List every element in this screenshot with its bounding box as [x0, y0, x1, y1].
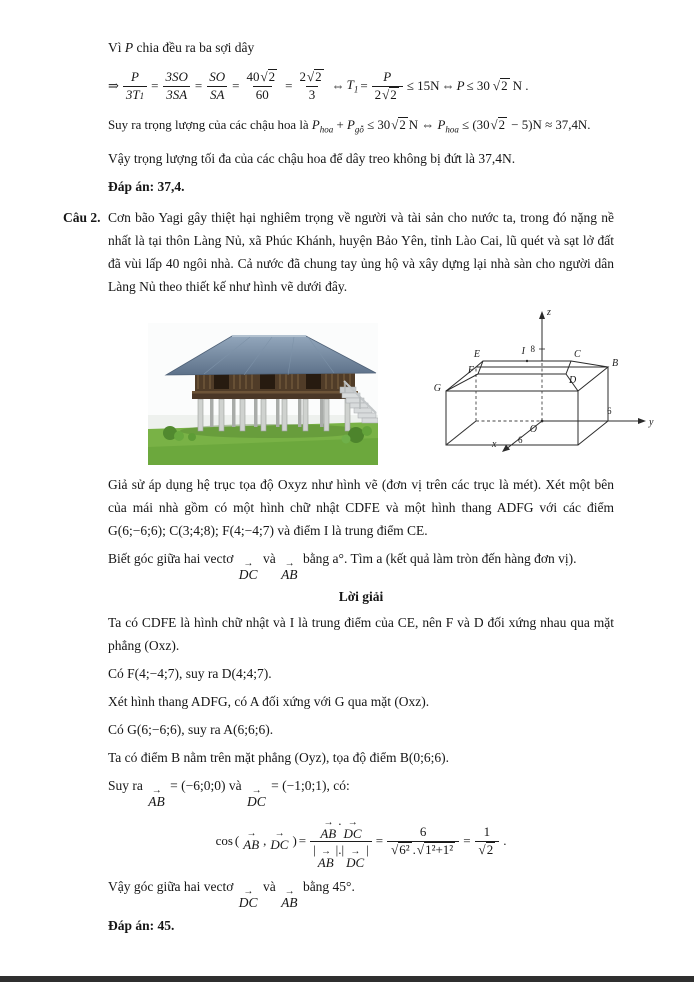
text-segment: = (−1;0;1), có:: [267, 777, 350, 793]
solution-line-5: Ta có điểm B nằm trên mặt phẳng (Oyz), tọa độ điểm B(0;6;6).: [108, 749, 449, 765]
comma-symbol: ,: [263, 833, 267, 849]
iff-symbol: ⇔: [441, 78, 455, 94]
vector-name: DC: [346, 854, 365, 870]
cos-function-name: cos: [215, 833, 233, 849]
period-symbol: .: [503, 833, 507, 849]
fraction: [372, 69, 403, 103]
fraction-denominator: [123, 86, 147, 103]
solution-line-2: Có F(4;−4;7), suy ra D(4;4;7).: [108, 665, 272, 681]
close-paren: ): [292, 833, 297, 849]
math-text: T: [346, 76, 354, 92]
fraction: [475, 824, 500, 858]
sqrt-radical: [391, 842, 412, 858]
sqrt-radicand: 2: [268, 69, 276, 85]
fraction-numerator: 1: [483, 824, 491, 840]
fraction-denominator: 3SA: [163, 86, 190, 103]
sqrt-radicand: 2: [486, 841, 494, 857]
fraction-numerator: P: [383, 69, 392, 85]
point-i-dot: [526, 359, 528, 361]
vector-arrow-icon: →: [243, 886, 253, 898]
tick-z-8: 8: [530, 343, 535, 354]
sqrt-sign: √: [416, 841, 425, 857]
math-text: 2: [299, 69, 306, 85]
vector-name: DC: [270, 837, 289, 853]
bar-symbol: |: [341, 841, 345, 857]
q2-statement: [63, 206, 614, 298]
origin-dot: [541, 419, 544, 422]
fraction-numerator: [243, 69, 281, 85]
document-content: [63, 36, 654, 942]
vector-dc: [343, 816, 362, 841]
implies-symbol: ⇒: [108, 78, 119, 94]
vector-ab: [148, 784, 165, 809]
sqrt-radical: [382, 87, 399, 103]
equals-symbol: =: [285, 78, 293, 94]
sqrt-radical: [260, 69, 277, 85]
vector-name: AB: [243, 837, 260, 853]
vector-name: DC: [343, 825, 362, 841]
q1-suyra-line: [108, 114, 614, 142]
math-text: N .: [512, 78, 529, 94]
label-o: O: [529, 423, 537, 435]
sqrt-sign: √: [260, 69, 268, 85]
sqrt-radical: [307, 69, 324, 85]
vector-arrow-icon: →: [274, 828, 285, 840]
page-bottom-edge: [0, 976, 694, 982]
sqrt-radical: [479, 842, 496, 858]
q2-answer-line: Đáp án: 45.: [108, 918, 175, 934]
math-text: 2: [374, 86, 382, 102]
sqrt-sign: √: [382, 86, 390, 102]
vector-arrow-icon: →: [284, 557, 295, 569]
vector-arrow-icon: →: [347, 816, 358, 828]
equals-symbol: =: [232, 78, 240, 94]
fraction-numerator: SO: [209, 69, 226, 85]
sqrt-sign: √: [306, 69, 315, 85]
dot-symbol: .: [412, 841, 416, 857]
label-y-axis: y: [649, 416, 654, 428]
text-segment: chia đều ra ba sợi dây: [133, 40, 255, 55]
sqrt-radicand: 2: [315, 69, 322, 85]
math-var-p: P: [437, 118, 446, 132]
vector-arrow-icon: →: [151, 784, 162, 796]
bar-symbol: |: [313, 841, 316, 857]
sqrt-radical: [391, 114, 408, 137]
subscript: 1: [353, 84, 359, 95]
text-segment: bằng 45°.: [299, 879, 355, 895]
fraction-denominator: 3: [306, 86, 319, 103]
coordinate-diagram: [388, 303, 666, 455]
sqrt-radical: [417, 842, 455, 858]
vector-dc: [246, 784, 266, 809]
vector-name: AB: [320, 825, 337, 841]
sqrt-sign: √: [492, 78, 501, 94]
q1-main-formula: [108, 64, 614, 108]
equals-symbol: =: [194, 78, 203, 94]
q1-answer-line: Đáp án: 37,4.: [108, 178, 185, 194]
sqrt-radical: [493, 78, 510, 94]
fraction: [310, 813, 372, 869]
math-var-p: P: [311, 118, 320, 132]
sqrt-radicand: 1²+1²: [425, 841, 454, 857]
sqrt-sign: √: [490, 118, 498, 132]
text-segment: Biết góc giữa hai vectơ: [108, 550, 237, 566]
equals-symbol: =: [151, 78, 159, 94]
subscript: 1: [139, 90, 145, 101]
label-z-axis: z: [547, 306, 551, 318]
equals-symbol: =: [463, 833, 471, 849]
vector-name: DC: [238, 566, 258, 582]
fraction-numerator: 6: [419, 824, 427, 840]
fraction-numerator: P: [131, 69, 139, 85]
fraction: [162, 69, 190, 103]
q2-statement-text: Cơn bão Yagi gây thiệt hại nghiêm trọng về người và tài sản cho nước ta, trong đó nặng nề nhất là tại thôn Làng Nủ, xã Phúc Khánh, huyện Bảo Yên, tỉnh Lào Cai, lũ quét và sạt lở đất đã vùi lấp 40 ngôi nhà. Cả nước đã chung tay ủng hộ và xây dựng lại nhà sàn cho người dân Làng Nủ theo thiết kế như hình vẽ dưới đây.: [108, 209, 614, 294]
sqrt-sign: √: [391, 841, 399, 857]
sqrt-radicand: 2: [501, 78, 508, 94]
vector-dc: [346, 845, 365, 870]
solution-line-6: [108, 774, 614, 809]
math-text: 40: [246, 69, 260, 85]
math-text: ≤ 30: [466, 78, 490, 94]
math-text: ≤ (30: [458, 118, 490, 132]
bar-symbol: |: [335, 841, 339, 857]
vector-ab: [317, 845, 334, 870]
sqrt-sign: √: [391, 118, 399, 132]
solution-line-4: Có G(6;−6;6), suy ra A(6;6;6).: [108, 721, 274, 737]
math-text: ≤ 15N: [406, 78, 440, 94]
label-d: D: [569, 374, 577, 386]
fraction: [206, 69, 228, 103]
vector-arrow-icon: →: [246, 828, 256, 840]
open-paren: (: [234, 833, 240, 849]
vector-name: DC: [238, 895, 258, 911]
sqrt-sign: √: [478, 841, 486, 857]
solution-line-1: Ta có CDFE là hình chữ nhật và I là trung điểm của CE, nên F và D đối xứng nhau qua mặt phẳng (Oxz).: [108, 614, 614, 653]
fraction: [387, 824, 459, 858]
math-text: ≤ 30: [363, 118, 391, 132]
q1-intro-line: [108, 36, 614, 59]
tick-x-6: 6: [518, 434, 523, 445]
fraction: [243, 69, 281, 103]
text-segment: và: [259, 550, 280, 566]
fraction-numerator: [296, 69, 327, 85]
math-var-p: P: [346, 118, 355, 132]
vector-ab: [320, 816, 337, 841]
dot-symbol: .: [338, 812, 342, 828]
bar-symbol: |: [366, 841, 369, 857]
vector-dc: [239, 888, 258, 910]
text-segment: bằng a°. Tìm a (kết quả làm tròn đến hàng đơn vị).: [299, 550, 577, 566]
fraction: [123, 69, 147, 103]
vector-name: DC: [246, 793, 266, 809]
label-g: G: [433, 382, 441, 394]
text-segment: Suy ra: [108, 777, 147, 793]
q2-question-line: [108, 547, 614, 582]
vector-ab: [281, 888, 298, 910]
fraction-denominator: SA: [207, 86, 227, 103]
vector-name: AB: [281, 566, 298, 582]
label-i: I: [521, 345, 525, 357]
text-segment: Vậy góc giữa hai vectơ: [108, 879, 237, 895]
vector-arrow-icon: →: [251, 784, 262, 796]
vector-arrow-icon: →: [243, 557, 253, 569]
text-segment: = (−6;0;0) và: [166, 777, 245, 793]
vector-dc: [238, 557, 258, 582]
fraction-denominator: [310, 841, 372, 870]
math-text: 3T: [125, 86, 140, 102]
sqrt-radicand: 6²: [399, 841, 410, 857]
vector-arrow-icon: →: [284, 886, 295, 898]
fraction-denominator: [372, 86, 403, 103]
math-text: +: [333, 118, 347, 132]
math-text: − 5)N ≈ 37,4N.: [508, 118, 591, 132]
equals-symbol: =: [360, 78, 368, 94]
vector-arrow-icon: →: [350, 845, 360, 857]
subscript: gỗ: [354, 124, 364, 135]
math-text: N ⇔: [408, 118, 438, 132]
figure-row: [148, 303, 668, 465]
fraction-denominator: [475, 841, 500, 858]
fraction-numerator: [315, 813, 366, 841]
text-segment: Vì: [108, 40, 125, 55]
fraction: [296, 69, 327, 103]
vector-dc: [270, 830, 288, 852]
label-x-axis: x: [492, 438, 497, 450]
house-illustration: [148, 323, 378, 465]
subscript: hoa: [445, 124, 459, 135]
vector-ab: [281, 557, 298, 582]
math-var-p: P: [124, 40, 134, 55]
math-var-p: P: [456, 78, 465, 94]
fraction-denominator: 60: [253, 86, 272, 103]
sqrt-radicand: 2: [498, 118, 506, 132]
vector-arrow-icon: →: [320, 845, 331, 857]
label-e: E: [473, 348, 480, 360]
sqrt-radical: [491, 114, 508, 137]
label-f: F: [467, 364, 474, 376]
equals-symbol: =: [375, 833, 384, 849]
text-segment: Suy ra trọng lượng của các chậu hoa là: [108, 118, 312, 132]
q2-label: Câu 2.: [63, 209, 101, 225]
text-segment: và: [259, 879, 280, 895]
floor-platform: [192, 391, 358, 399]
fraction-numerator: 3SO: [165, 69, 188, 85]
solution-heading: Lời giải: [338, 588, 384, 604]
vector-ab: [243, 830, 259, 852]
equals-symbol: =: [298, 833, 307, 849]
iff-symbol: ⇔: [331, 78, 345, 94]
label-c: C: [574, 348, 581, 360]
conclusion-line: [108, 875, 614, 910]
vector-name: AB: [281, 895, 298, 911]
cosine-formula: [108, 813, 614, 869]
vector-arrow-icon: →: [323, 816, 334, 828]
fraction-denominator: [387, 841, 459, 858]
q1-conclusion-line: Vậy trọng lượng tối đa của các chậu hoa để dây treo không bị đứt là 37,4N.: [108, 150, 516, 166]
math-var-t: [347, 77, 359, 95]
sqrt-radicand: 2: [390, 86, 397, 102]
solution-line-3: Xét hình thang ADFG, có A đối xứng với G qua mặt (Oxz).: [108, 693, 430, 709]
vector-name: AB: [148, 793, 165, 809]
subscript: hoa: [319, 124, 334, 135]
q2-setup-paragraph: Giả sử áp dụng hệ trục tọa độ Oxyz như hình vẽ (đơn vị trên các trục là mét). Xét một bên của mái nhà gồm có một hình chữ nhật CDFE và một hình thang ADFG với các điểm G(6;−6;6); C(3;4;8); F(4;−4;7) và điểm I là trung điểm CE.: [108, 476, 614, 538]
tick-y-6: 6: [607, 405, 612, 416]
label-b: B: [612, 357, 619, 369]
dot-symbol: .: [338, 841, 342, 857]
sqrt-radicand: 2: [399, 118, 406, 132]
vector-name: AB: [317, 854, 334, 870]
